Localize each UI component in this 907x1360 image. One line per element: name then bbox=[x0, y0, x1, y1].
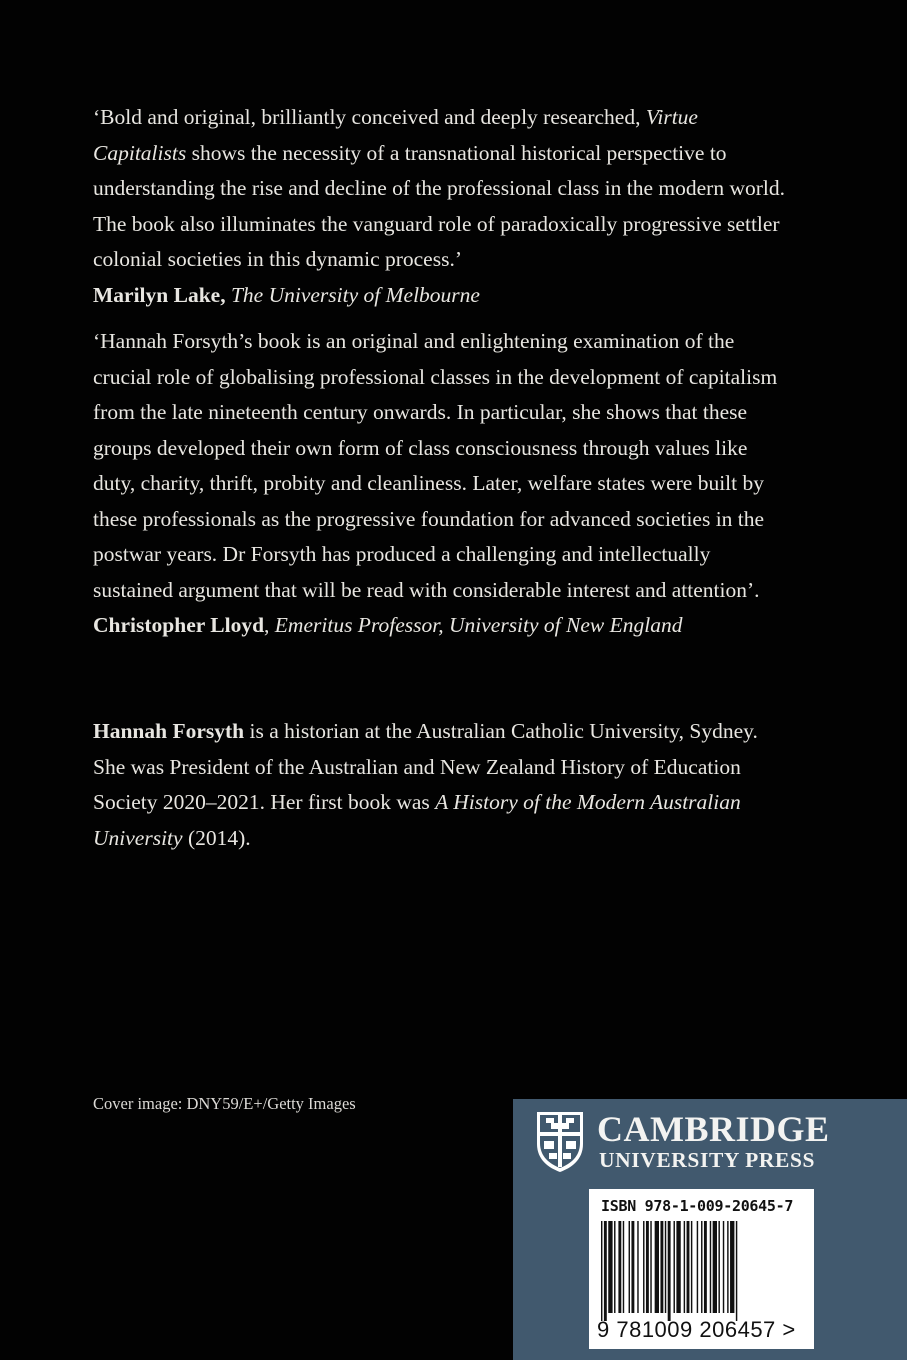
barcode-bar bbox=[701, 1221, 702, 1313]
barcode-bar bbox=[614, 1221, 615, 1313]
barcode-bar bbox=[623, 1221, 624, 1313]
endorsement-quote-1 bbox=[93, 100, 793, 313]
barcode-bar bbox=[691, 1221, 692, 1313]
quote-1-attribution bbox=[93, 278, 793, 314]
barcode-bar bbox=[668, 1221, 671, 1321]
barcode-bar bbox=[736, 1221, 737, 1321]
barcode-bar bbox=[629, 1221, 630, 1313]
barcode-bar bbox=[684, 1221, 685, 1313]
isbn-label: ISBN 978-1-009-20645-7 bbox=[601, 1197, 794, 1215]
barcode-bar bbox=[718, 1221, 719, 1313]
barcode-bar bbox=[730, 1221, 734, 1313]
barcode-bar bbox=[643, 1221, 644, 1313]
barcode-bar bbox=[650, 1221, 651, 1313]
publisher-panel bbox=[513, 1099, 907, 1360]
barcode-bar bbox=[637, 1221, 638, 1313]
barcode-bar bbox=[704, 1221, 707, 1313]
publisher-name: CAMBRIDGE bbox=[597, 1109, 830, 1149]
barcode-bar bbox=[604, 1221, 607, 1321]
endorsement-quote-2 bbox=[93, 324, 793, 644]
quote-2-attribution: Christopher Lloyd, Emeritus Professor, University of New England bbox=[93, 613, 683, 637]
cambridge-crest-icon bbox=[535, 1110, 585, 1174]
isbn-barcode bbox=[589, 1189, 814, 1349]
barcode-bar bbox=[631, 1221, 634, 1313]
barcode-digits: 9 781009 206457 > bbox=[597, 1317, 796, 1342]
previous-book-title: A History of the Modern Australian University bbox=[93, 790, 741, 850]
barcode-bar bbox=[608, 1221, 612, 1313]
cover-image-credit: Cover image: DNY59/E+/Getty Images bbox=[93, 1094, 356, 1113]
barcode-bar bbox=[710, 1221, 711, 1313]
barcode-bar bbox=[697, 1221, 698, 1313]
barcode-bar bbox=[618, 1221, 621, 1313]
attribution-name: Marilyn Lake, bbox=[93, 282, 226, 307]
book-title-italic: Virtue Capitalists bbox=[93, 105, 698, 165]
author-bio: Hannah Forsyth is a historian at the Australian Catholic University, Sydney. She was President of the Australian and New Zealand History of Education Society 2020–2021. Her first book was A History of the Modern Australian University (2014). bbox=[93, 719, 758, 850]
attribution-affiliation: Emeritus Professor, University of New England bbox=[274, 613, 683, 637]
barcode-bar bbox=[660, 1221, 663, 1313]
barcode-bar bbox=[676, 1221, 680, 1313]
publisher-subname: UNIVERSITY PRESS bbox=[599, 1148, 816, 1172]
barcode-bar bbox=[723, 1221, 724, 1313]
quote-2-text: ‘Hannah Forsyth’s book is an original and enlightening examination of the crucial role of globalising professional classes in the development of capitalism from the late nineteenth century onwards. In particular, she shows that these groups developed their own form of class consciousness through values like duty, charity, thrift, probity and cleanliness. Later, welfare states were built by these professionals as the progressive foundation for advanced societies in the postwar years. Dr Forsyth has produced a challenging and intellectually sustained argument that will be read with considerable interest and attention’. bbox=[93, 329, 778, 602]
attribution-affiliation: The University of Melbourne bbox=[230, 282, 480, 307]
barcode-bar bbox=[674, 1221, 675, 1313]
barcode-bar bbox=[713, 1221, 717, 1313]
barcode-bar bbox=[655, 1221, 659, 1313]
barcode-bars bbox=[599, 1221, 799, 1321]
quote-1-text: ‘Bold and original, brilliantly conceived and deeply researched, Virtue Capitalists shows the necessity of a transnational historical perspective to understanding the rise and decline of the professional class in the modern world. The book also illuminates the vanguard role of paradoxically progressive settler colonial societies in this dynamic process.’ bbox=[93, 105, 785, 271]
barcode-bar bbox=[687, 1221, 690, 1313]
author-name: Hannah Forsyth bbox=[93, 719, 245, 743]
barcode-bar bbox=[601, 1221, 602, 1321]
barcode-bar bbox=[665, 1221, 666, 1313]
attribution-name: Christopher Lloyd bbox=[93, 613, 265, 637]
barcode-bar bbox=[727, 1221, 728, 1313]
barcode-bar bbox=[646, 1221, 649, 1313]
